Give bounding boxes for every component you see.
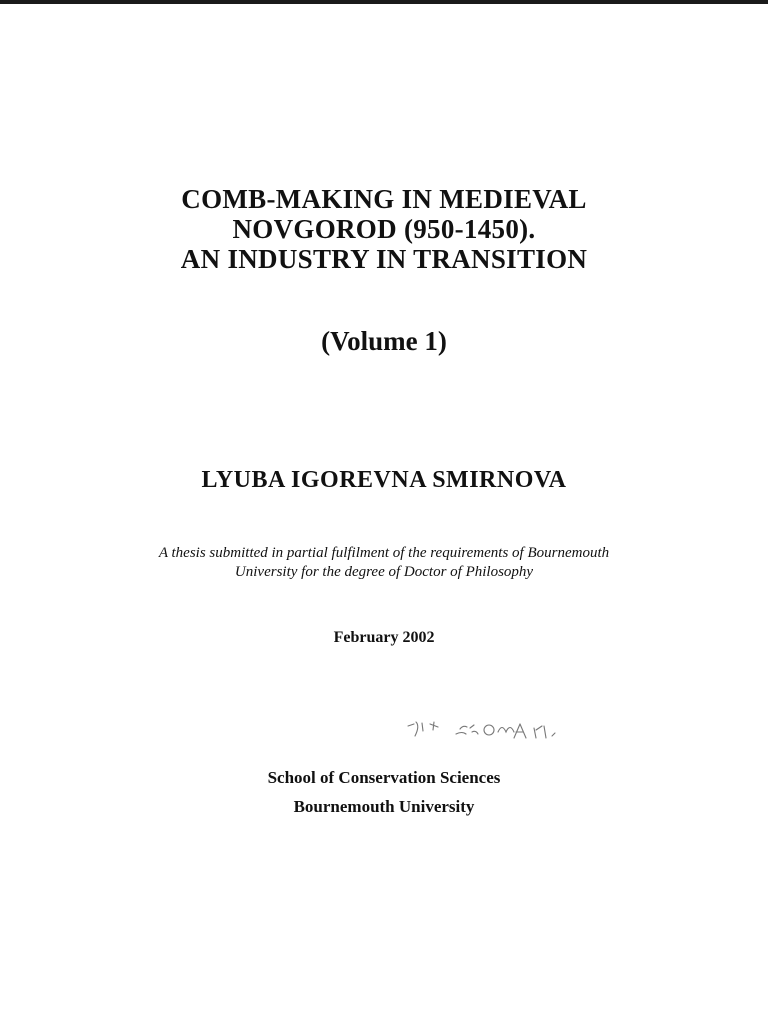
title-line-2: NOVGOROD (950-1450). <box>232 214 536 244</box>
author-name: LYUBA IGOREVNA SMIRNOVA <box>201 467 567 493</box>
institution-block <box>0 763 768 821</box>
statement-line-2: University for the degree of Doctor of Philosophy <box>234 564 534 580</box>
thesis-title <box>0 184 768 274</box>
handwritten-library-mark <box>400 712 580 748</box>
top-border-rule <box>0 0 768 4</box>
thesis-statement <box>0 544 768 582</box>
school-name: School of Conservation Sciences <box>267 768 501 787</box>
submission-date: February 2002 <box>333 629 435 646</box>
title-line-1: COMB-MAKING IN MEDIEVAL <box>181 184 587 214</box>
title-line-3: AN INDUSTRY IN TRANSITION <box>180 244 588 274</box>
statement-line-1: A thesis submitted in partial fulfilment of the requirements of Bournemouth <box>158 545 610 561</box>
volume-label: (Volume 1) <box>321 326 447 356</box>
university-name: Bournemouth University <box>293 797 475 816</box>
